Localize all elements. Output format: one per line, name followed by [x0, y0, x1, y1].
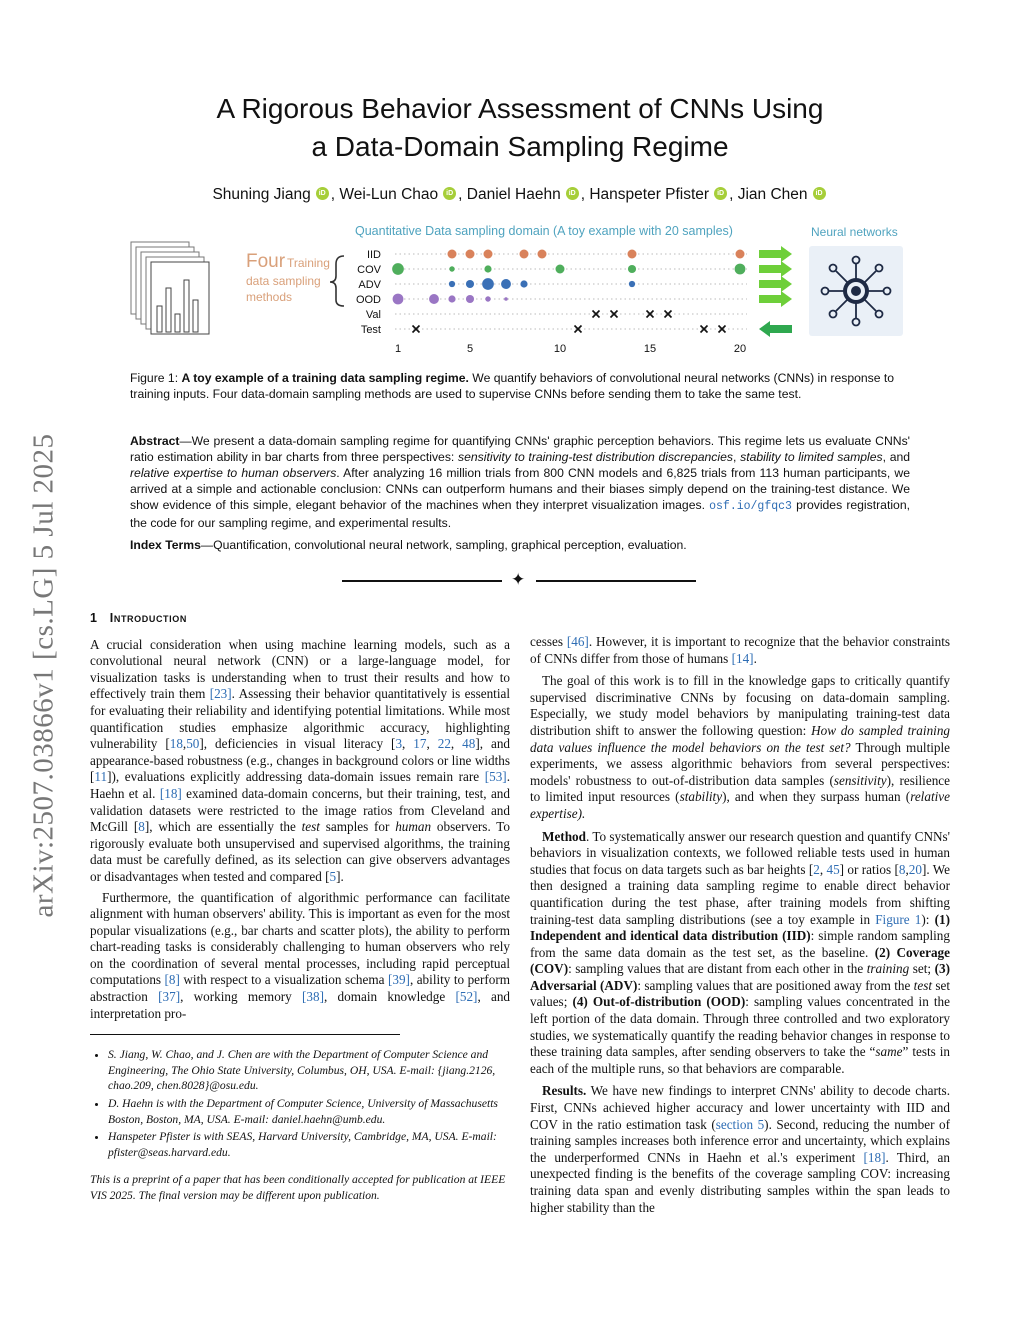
section-number: 1: [90, 611, 98, 625]
test-arrow: [759, 321, 792, 337]
figure-label-data-sampling: data sampling: [246, 274, 321, 288]
bar-chart-stack-icon: [131, 242, 209, 334]
sample-point-ood: [429, 294, 439, 304]
row-label-cov: COV: [357, 264, 381, 276]
sample-point-cov: [735, 264, 746, 275]
citation-link[interactable]: 8: [898, 861, 906, 877]
citation-link[interactable]: 20: [908, 861, 922, 877]
abstract-emphasis: sensitivity to training-test distribution discrepancies: [458, 450, 733, 464]
sample-point-adv: [501, 279, 511, 289]
abstract-emphasis: relative expertise to human observers: [130, 466, 337, 480]
citation-link[interactable]: [52]: [455, 989, 478, 1005]
author-name: Daniel Haehn: [466, 186, 561, 203]
abstract-text: provides registration, the code for our sampling regime, and experimental results.: [130, 498, 910, 530]
row-label-test: Test: [360, 324, 381, 336]
osf-link[interactable]: osf.io/gfqc3: [709, 500, 792, 513]
row-label-iid: IID: [366, 249, 381, 261]
figure-label-four: Four: [246, 251, 286, 272]
sample-point-iid: [736, 250, 745, 259]
footnote-item: • Hanspeter Pfister is with SEAS, Harvard University, Cambridge, MA, USA. E-mail: pfister@seas.harvard.edu.: [108, 1129, 510, 1160]
divider-line-left: [342, 580, 502, 582]
paragraph: Method. To systematically answer our research question and quantify CNNs' behaviors in visualization contexts, we followed reliable tests used in human studies that focus on data targets such as bar heights [2, 45] or ratios [8,20]. We then designed a training data sampling regime to enable direct behavior quantification during the test phase, after training models from shifting training-test data sampling distributions (see a toy example in Figure 1): (1) Independent and identical data distribution (IID): simple random sampling from the same data domain as the test set, as the baseline. (2) Coverage (COV): sampling values that are distant from each other in the training set; (3) Adversarial (ADV): sampling values that are positioned away from the test set values; (4) Out-of-distribution (OOD): sampling values concentrated in the left portion of the data domain. Through three controlled and two exploratory studies, we systematically quantify the reading behavior changes in response to these training data samples, after sending observers to take the “same” tests in each of the multiple runs, so that behaviors are comparable.: [530, 828, 951, 1076]
orcid-icon[interactable]: iD: [316, 187, 329, 200]
citation-link[interactable]: [23]: [209, 686, 232, 702]
citation-link[interactable]: [38]: [302, 989, 325, 1005]
author-name: Jian Chen: [737, 186, 808, 203]
sample-point-cov: [484, 265, 491, 272]
sample-point-ood: [485, 296, 490, 301]
paper-title: [150, 90, 890, 166]
sample-point-iid: [520, 250, 529, 259]
citation-link[interactable]: 50: [186, 736, 200, 752]
training-arrows: [759, 246, 792, 307]
citation-link[interactable]: 17: [413, 736, 427, 752]
citation-link[interactable]: [46]: [566, 634, 589, 649]
sample-point-ood: [504, 297, 508, 301]
citation-link[interactable]: [53]: [484, 769, 507, 785]
citation-link[interactable]: 45: [826, 861, 840, 877]
citation-link[interactable]: 48: [462, 736, 476, 752]
orcid-icon[interactable]: iD: [566, 187, 579, 200]
divider-line-right: [536, 580, 696, 582]
x-tick-label: 20: [733, 343, 747, 355]
row-label-ood: OOD: [355, 294, 381, 306]
citation-link[interactable]: 3: [395, 736, 403, 752]
citation-link[interactable]: [37]: [158, 989, 181, 1005]
section-heading: [90, 610, 510, 627]
section-link[interactable]: section 5: [715, 1116, 765, 1132]
abstract-emphasis: stability to limited samples: [740, 450, 883, 464]
figure-brace: [330, 256, 344, 306]
sample-point-iid: [448, 250, 457, 259]
abstract-label: Abstract: [130, 434, 180, 448]
abstract-text: ,: [732, 450, 737, 464]
index-terms: [130, 537, 910, 553]
paragraph: The goal of this work is to fill in the knowledge gaps to critically quantify supervised discriminative CNNs by focusing on data-domain sampling. Especially, we study model behaviors by manipulating training-test data distribution shift to answer the following question: How do sampled training data values influence the model behaviors on the test set? Through multiple experiments, we assess algorithmic behaviors from several perspectives: models' robustness to out-of-distribution data samples (sensitivity), resilience to limited input resources (stability), and when they surpass human (relative expertise).: [530, 673, 951, 821]
caption-bold: A toy example of a training data sampling regime.: [181, 371, 469, 385]
figure-data-marks: [392, 250, 745, 333]
citation-link[interactable]: [8]: [164, 972, 180, 988]
row-label-adv: ADV: [358, 279, 381, 291]
training-arrow: [759, 291, 792, 307]
sample-point-adv: [629, 281, 635, 287]
orcid-icon[interactable]: iD: [714, 187, 727, 200]
sample-point-adv: [520, 280, 527, 287]
caption-label: Figure 1:: [130, 371, 179, 385]
figure-caption: [130, 370, 910, 402]
training-arrow: [759, 246, 792, 262]
sample-point-cov: [449, 266, 454, 271]
caption-text: We quantify behaviors of convolutional neural networks (CNNs) in response to training inputs. Four data-domain sampling methods are used to supervise CNNs before sending them to take the same test.: [130, 371, 895, 401]
footnote-rule: [90, 1034, 400, 1035]
citation-link[interactable]: [18]: [863, 1149, 886, 1165]
sample-point-cov: [392, 263, 404, 275]
footnote-item: • S. Jiang, W. Chao, and J. Chen are with the Department of Computer Science and Engineering, The Ohio State University, Columbus, OH, USA. E-mail: {jiang.2126, chao.209, chen.8028}@osu.edu.: [108, 1047, 510, 1094]
sample-point-adv: [482, 278, 494, 290]
x-tick-label: 10: [553, 343, 567, 355]
paragraph: Results. We have new findings to interpret CNNs' ability to decode charts. First, CNNs achieved higher accuracy and lower uncertainty with IID and COV in the ratio estimation task (section 5). Second, reducing the number of training samples increases both inference error and uncertainty, which explains the underperformed CNNs in Haehn et al.'s experiment [18]. Third, an unexpected finding is the benefits of the coverage sampling COV: increasing training data span and evenly distributing samples within the span leads to higher stability than the: [530, 1083, 950, 1215]
sample-point-ood: [466, 295, 474, 303]
author-name: Shuning Jiang: [212, 186, 311, 203]
x-tick-label: 1: [394, 343, 402, 355]
right-column: [530, 634, 950, 1216]
affiliation-footnotes: [90, 1047, 510, 1160]
paragraph: Furthermore, the quantification of algorithmic performance can facilitate alignment with human observers' ability. This is important as even for the most popular visualizations (e.g., bar charts and scatter plots), the ability to perform chart-reading tasks is considerably challenging to human observers who rely on the coordination of several mental processes, including rapid perceptual computations [8] with respect to a visualization schema [39], ability to perform abstraction [37], working memory [38], domain knowledge [52], and interpretation pro-: [90, 889, 511, 1021]
citation-link[interactable]: 8: [138, 819, 145, 835]
abstract-text: . After analyzing 16 million trials from 800 CNN models and 6,825 trials from 113 human participants, we arrived at a simple and actionable conclusion: CNNs can outperform humans and their biases simply depend on the training-test distance. We show evidence of this simple, elegant behavior of the machines when they interpret visualization images.: [130, 466, 910, 512]
abstract-text: , and: [882, 450, 911, 464]
citation-link[interactable]: [39]: [387, 972, 410, 988]
sample-point-cov: [628, 265, 636, 273]
index-terms-text: —Quantification, convolutional neural network, sampling, graphical perception, evaluation.: [200, 538, 687, 552]
training-arrow: [759, 261, 792, 277]
training-arrow: [759, 276, 792, 292]
author-name: Wei-Lun Chao: [339, 186, 439, 203]
arxiv-sidebar: [12, 380, 76, 970]
citation-link[interactable]: 5: [329, 868, 337, 884]
abstract-text: —We present a data-domain sampling regime for quantifying CNNs' graphic perception behaviors. This regime lets us evaluate CNNs' ratio estimation ability in bar charts from three perspectives:: [130, 434, 910, 464]
orcid-icon[interactable]: iD: [443, 187, 456, 200]
author-list: Shuning Jiang iD , Wei-Lun Chao iD , Daniel Haehn iD , Hanspeter Pfister iD , Jian Chen iD: [100, 186, 940, 204]
orcid-icon[interactable]: iD: [813, 187, 826, 200]
sample-point-cov: [556, 265, 565, 274]
x-tick-label: 15: [643, 343, 657, 355]
citation-link[interactable]: 2: [813, 861, 820, 877]
left-column: [90, 610, 510, 1204]
citation-link[interactable]: 18: [169, 736, 183, 752]
figure-1: [125, 218, 910, 358]
citation-link[interactable]: 22: [437, 736, 451, 752]
sample-point-iid: [466, 250, 475, 259]
sample-point-ood: [448, 295, 455, 302]
arxiv-identifier: arXiv:2507.03866v1 [cs.LG] 5 Jul 2025: [27, 432, 60, 918]
title-line-1: A Rigorous Behavior Assessment of CNNs Using: [216, 93, 824, 124]
x-tick-label: 5: [466, 343, 474, 355]
neural-network-icon: [809, 246, 903, 336]
paragraph: cesses [46]. However, it is important to recognize that the behavior constraints of CNNs differ from those of humans [14].: [530, 634, 950, 666]
index-terms-label: Index Terms: [130, 538, 201, 552]
figure-header: Quantitative Data sampling domain (A toy example with 20 samples): [355, 224, 733, 238]
title-line-2: a Data-Domain Sampling Regime: [311, 131, 729, 162]
divider-ornament-icon: ✦: [511, 570, 526, 590]
citation-link[interactable]: [14]: [731, 650, 754, 666]
figure-label-methods: methods: [246, 290, 293, 304]
section-title: Introduction: [109, 611, 187, 625]
abstract: [130, 433, 910, 531]
citation-link[interactable]: 11: [94, 769, 108, 785]
sample-point-ood: [393, 294, 404, 305]
sample-point-iid: [538, 250, 547, 259]
sample-point-adv: [449, 281, 455, 287]
row-label-val: Val: [365, 309, 381, 321]
sample-point-adv: [466, 280, 474, 288]
paragraph: A crucial consideration when using machine learning models, such as a convolutional neural network (CNN) or a large-language model, for visualization tasks is understanding when to trust their results and how to effectively train them [23]. Assessing their behavior quantitatively is essential for evaluating their reliability and identifying potential limitations. While most quantification studies emphasize algorithmic accuracy, highlighting vulnerability [18,50], deficiencies in visual literacy [3, 17, 22, 48], and appearance-based robustness (e.g., changes in background colors or line widths [11]), evaluations explicitly addressing data-domain issues remain rare [53]. Haehn et al. [18] examined data-domain concerns, but their training, test, and validation datasets were restricted to the image ratios from Cleveland and McGill [8], which are essentially the test samples for human observers. To rigorously evaluate both unsupervised and supervised algorithms, the training data must be carefully defined, as its selection can give observers advantages or disadvantages when tested and compared [5].: [90, 636, 511, 884]
citation-link[interactable]: [18]: [159, 785, 182, 801]
footnote-item: • D. Haehn is with the Department of Computer Science, University of Massachusetts Boston, Boston, MA, USA. E-mail: daniel.haehn@umb.edu.: [108, 1096, 510, 1127]
figure-label-training: Training: [287, 256, 330, 270]
preprint-notice: This is a preprint of a paper that has been conditionally accepted for publication at IEEE VIS 2025. The final version may be different upon publication.: [90, 1173, 506, 1202]
sample-point-iid: [628, 250, 637, 259]
figure-link[interactable]: Figure 1: [875, 911, 922, 927]
author-name: Hanspeter Pfister: [589, 186, 710, 203]
sample-point-iid: [484, 250, 493, 259]
neural-networks-label: Neural networks: [811, 225, 898, 239]
